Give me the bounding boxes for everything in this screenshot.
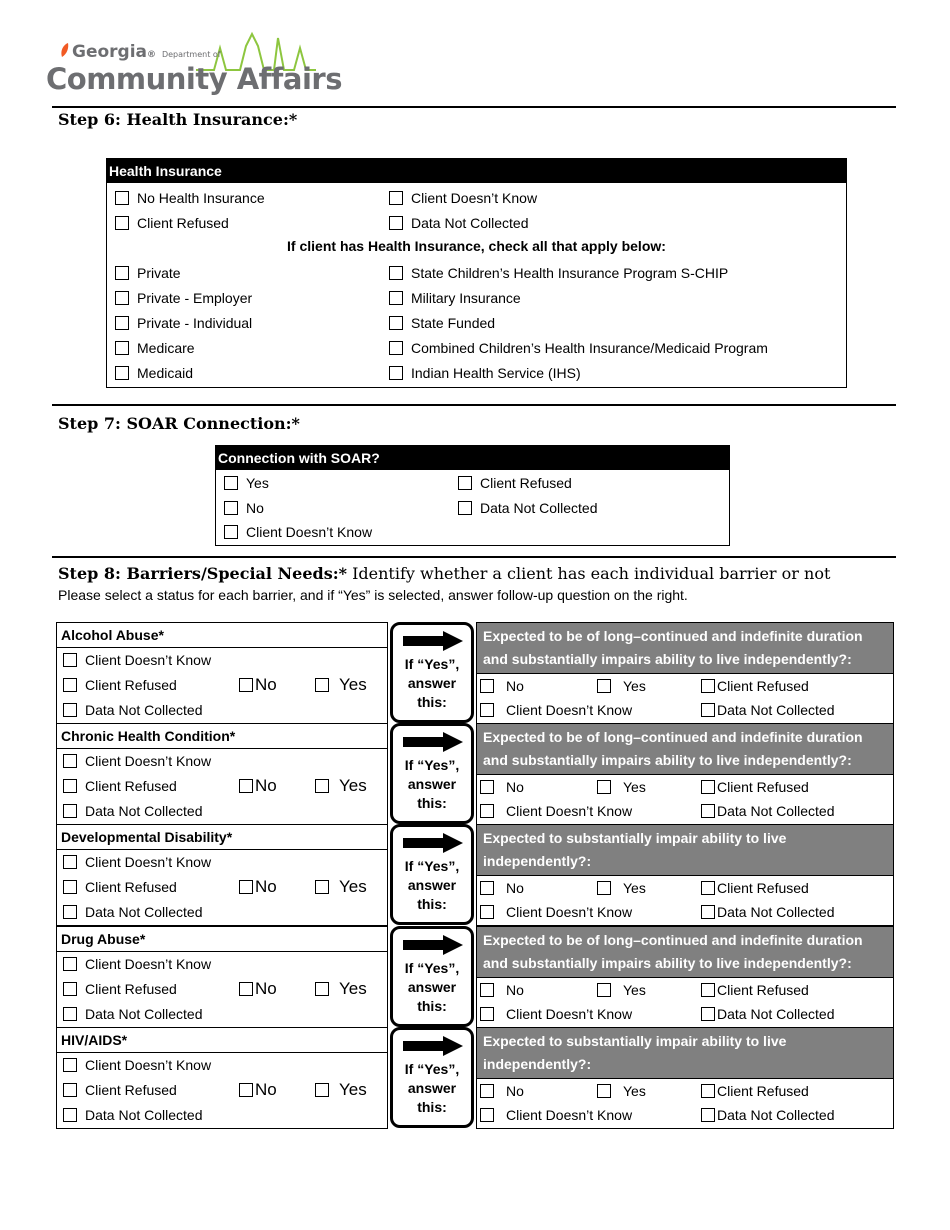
barrier-option[interactable]: Client Doesn’t Know (63, 1054, 211, 1076)
barrier-yes-option[interactable]: Yes (315, 674, 367, 696)
checkbox[interactable] (701, 1108, 715, 1122)
logo-brand: Georgia (72, 42, 148, 62)
follow-up-question-box (476, 723, 894, 825)
barrier-option[interactable]: Client Doesn’t Know (63, 750, 211, 772)
if-yes-callout: If “Yes”, answer this: (390, 926, 474, 1027)
follow-up-question: Expected to be of long–continued and indefinite duration and substantially impairs ability to live independently?: (477, 623, 893, 674)
hi-option[interactable]: Private - Employer (115, 287, 252, 309)
follow-up-question-box (476, 1027, 894, 1129)
barrier-no-option[interactable]: No (239, 978, 277, 1000)
barrier-option[interactable]: Data Not Collected (63, 1003, 203, 1025)
barrier-name: Developmental Disability* (57, 825, 387, 850)
checkbox[interactable] (224, 476, 238, 490)
checkbox[interactable] (315, 1083, 329, 1097)
step8-subnote: Please select a status for each barrier, and if “Yes” is selected, answer follow-up question on the right. (58, 587, 688, 603)
follow-up-option[interactable]: Client Refused (701, 979, 809, 1001)
checkbox[interactable] (63, 703, 77, 717)
hi-option[interactable]: Combined Children’s Health Insurance/Medicaid Program (389, 337, 768, 359)
checkbox[interactable] (63, 804, 77, 818)
follow-up-question: Expected to substantially impair ability to live independently?: (477, 825, 893, 876)
checkbox[interactable] (63, 754, 77, 768)
follow-up-option[interactable]: Client Refused (701, 776, 809, 798)
logo-dept: Department of (161, 50, 221, 59)
if-yes-callout: If “Yes”, answer this: (390, 824, 474, 925)
checkbox[interactable] (63, 1058, 77, 1072)
checkbox[interactable] (115, 316, 129, 330)
checkbox[interactable] (701, 881, 715, 895)
barrier-status-box (56, 824, 388, 926)
follow-up-option[interactable]: Yes (597, 675, 646, 697)
follow-up-option[interactable]: Data Not Collected (701, 901, 835, 923)
hi-option[interactable]: Medicare (115, 337, 195, 359)
hi-option[interactable]: Private - Individual (115, 312, 252, 334)
barrier-status-box (56, 622, 388, 724)
arrow-right-icon (403, 1036, 465, 1056)
checkbox[interactable] (239, 982, 253, 996)
divider (52, 556, 896, 558)
step8-title: Step 8: Barriers/Special Needs:* Identify whether a client has each individual barrier or not (58, 564, 831, 583)
checkbox[interactable] (63, 982, 77, 996)
barrier-no-option[interactable]: No (239, 674, 277, 696)
health-insurance-header: Health Insurance (107, 159, 846, 183)
checkbox[interactable] (315, 880, 329, 894)
hi-option[interactable]: Client Refused (115, 212, 229, 234)
checkbox[interactable] (701, 703, 715, 717)
follow-up-option[interactable]: Client Refused (701, 1080, 809, 1102)
checkbox[interactable] (701, 1007, 715, 1021)
checkbox[interactable] (315, 779, 329, 793)
barrier-option[interactable]: Client Refused (63, 674, 177, 696)
checkbox[interactable] (389, 266, 403, 280)
soar-option[interactable]: Client Refused (458, 472, 572, 494)
checkbox[interactable] (480, 881, 494, 895)
follow-up-option[interactable]: Yes (597, 979, 646, 1001)
hi-note: If client has Health Insurance, check all that apply below: (287, 238, 666, 254)
checkbox[interactable] (701, 780, 715, 794)
checkbox[interactable] (480, 679, 494, 693)
follow-up-question-box (476, 824, 894, 926)
soar-option[interactable]: Yes (224, 472, 269, 494)
arrow-right-icon (403, 732, 465, 752)
checkbox[interactable] (115, 266, 129, 280)
checkbox[interactable] (115, 191, 129, 205)
barrier-option[interactable]: Client Refused (63, 1079, 177, 1101)
checkbox[interactable] (63, 678, 77, 692)
checkbox[interactable] (701, 679, 715, 693)
soar-box (215, 445, 730, 546)
barrier-no-option[interactable]: No (239, 1079, 277, 1101)
follow-up-question-box (476, 622, 894, 724)
follow-up-option[interactable]: Yes (597, 776, 646, 798)
barrier-name: Drug Abuse* (57, 927, 387, 952)
health-insurance-box (106, 158, 847, 388)
barrier-option[interactable]: Client Doesn’t Know (63, 649, 211, 671)
barrier-name: Alcohol Abuse* (57, 623, 387, 648)
checkbox[interactable] (480, 804, 494, 818)
hi-option[interactable]: State Children’s Health Insurance Program S-CHIP (389, 262, 728, 284)
checkbox[interactable] (63, 957, 77, 971)
checkbox[interactable] (63, 905, 77, 919)
step6-title: Step 6: Health Insurance:* (58, 110, 298, 129)
checkbox[interactable] (63, 779, 77, 793)
checkbox[interactable] (458, 476, 472, 490)
barrier-name: Chronic Health Condition* (57, 724, 387, 749)
barrier-name: HIV/AIDS* (57, 1028, 387, 1053)
checkbox[interactable] (239, 1083, 253, 1097)
checkbox[interactable] (239, 779, 253, 793)
checkbox[interactable] (115, 366, 129, 380)
checkbox[interactable] (63, 855, 77, 869)
divider (52, 106, 896, 108)
follow-up-option[interactable]: Yes (597, 1080, 646, 1102)
checkbox[interactable] (315, 982, 329, 996)
checkbox[interactable] (63, 1108, 77, 1122)
checkbox[interactable] (480, 780, 494, 794)
follow-up-option[interactable]: Client Refused (701, 675, 809, 697)
follow-up-option[interactable]: No (480, 776, 524, 798)
follow-up-option[interactable]: Data Not Collected (701, 1003, 835, 1025)
barrier-option[interactable]: Data Not Collected (63, 699, 203, 721)
checkbox[interactable] (480, 983, 494, 997)
barrier-status-box (56, 1027, 388, 1129)
checkbox[interactable] (597, 780, 611, 794)
checkbox[interactable] (115, 216, 129, 230)
if-yes-callout: If “Yes”, answer this: (390, 622, 474, 723)
hi-option[interactable]: Military Insurance (389, 287, 521, 309)
checkbox[interactable] (115, 291, 129, 305)
checkbox[interactable] (480, 905, 494, 919)
follow-up-question: Expected to substantially impair ability to live independently?: (477, 1028, 893, 1079)
checkbox[interactable] (63, 880, 77, 894)
divider (52, 404, 896, 406)
soar-option[interactable]: Data Not Collected (458, 497, 598, 519)
checkbox[interactable] (480, 1108, 494, 1122)
barrier-yes-option[interactable]: Yes (315, 978, 367, 1000)
follow-up-option[interactable]: No (480, 675, 524, 697)
barrier-option[interactable]: Data Not Collected (63, 901, 203, 923)
logo-main: Community Affairs (46, 62, 342, 96)
barrier-no-option[interactable]: No (239, 876, 277, 898)
checkbox[interactable] (389, 341, 403, 355)
follow-up-question-box (476, 926, 894, 1028)
follow-up-option[interactable]: Client Doesn’t Know (480, 1003, 632, 1025)
checkbox[interactable] (63, 653, 77, 667)
follow-up-option[interactable]: Client Doesn’t Know (480, 1104, 632, 1126)
follow-up-option[interactable]: No (480, 979, 524, 1001)
barrier-option[interactable]: Client Refused (63, 978, 177, 1000)
checkbox[interactable] (63, 1083, 77, 1097)
checkbox[interactable] (389, 366, 403, 380)
if-yes-callout: If “Yes”, answer this: (390, 723, 474, 824)
soar-option[interactable]: Client Doesn’t Know (224, 521, 372, 543)
checkbox[interactable] (389, 216, 403, 230)
checkbox[interactable] (701, 1084, 715, 1098)
hi-option[interactable]: State Funded (389, 312, 495, 334)
barrier-option[interactable]: Client Refused (63, 876, 177, 898)
barrier-yes-option[interactable]: Yes (315, 775, 367, 797)
barrier-option[interactable]: Client Doesn’t Know (63, 851, 211, 873)
barrier-option[interactable]: Client Doesn’t Know (63, 953, 211, 975)
hi-option[interactable]: No Health Insurance (115, 187, 265, 209)
arrow-right-icon (403, 631, 465, 651)
follow-up-question: Expected to be of long–continued and indefinite duration and substantially impairs ability to live independently?: (477, 724, 893, 775)
checkbox[interactable] (63, 1007, 77, 1021)
checkbox[interactable] (224, 501, 238, 515)
checkbox[interactable] (389, 191, 403, 205)
hi-option[interactable]: Indian Health Service (IHS) (389, 362, 581, 384)
follow-up-option[interactable]: No (480, 877, 524, 899)
arrow-right-icon (403, 833, 465, 853)
barrier-no-option[interactable]: No (239, 775, 277, 797)
checkbox[interactable] (480, 1007, 494, 1021)
checkbox[interactable] (701, 905, 715, 919)
hi-option[interactable]: Data Not Collected (389, 212, 529, 234)
follow-up-option[interactable]: Data Not Collected (701, 699, 835, 721)
checkbox[interactable] (597, 983, 611, 997)
follow-up-option[interactable]: No (480, 1080, 524, 1102)
follow-up-option[interactable]: Client Refused (701, 877, 809, 899)
checkbox[interactable] (597, 1084, 611, 1098)
follow-up-option[interactable]: Client Doesn’t Know (480, 901, 632, 923)
checkbox[interactable] (597, 679, 611, 693)
soar-header: Connection with SOAR? (216, 446, 729, 470)
checkbox[interactable] (480, 703, 494, 717)
follow-up-option[interactable]: Data Not Collected (701, 800, 835, 822)
barrier-status-box (56, 926, 388, 1028)
checkbox[interactable] (239, 880, 253, 894)
checkbox[interactable] (597, 881, 611, 895)
barrier-yes-option[interactable]: Yes (315, 876, 367, 898)
soar-option[interactable]: No (224, 497, 264, 519)
barrier-option[interactable]: Data Not Collected (63, 800, 203, 822)
checkbox[interactable] (480, 1084, 494, 1098)
hi-option[interactable]: Medicaid (115, 362, 193, 384)
barrier-option[interactable]: Client Refused (63, 775, 177, 797)
dca-logo: Georgia® Department of Community Affairs (46, 28, 316, 102)
follow-up-option[interactable]: Client Doesn’t Know (480, 699, 632, 721)
checkbox[interactable] (115, 341, 129, 355)
barrier-option[interactable]: Data Not Collected (63, 1104, 203, 1126)
barrier-status-box (56, 723, 388, 825)
follow-up-option[interactable]: Data Not Collected (701, 1104, 835, 1126)
follow-up-question: Expected to be of long–continued and indefinite duration and substantially impairs ability to live independently?: (477, 927, 893, 978)
barrier-yes-option[interactable]: Yes (315, 1079, 367, 1101)
follow-up-option[interactable]: Client Doesn’t Know (480, 800, 632, 822)
checkbox[interactable] (315, 678, 329, 692)
checkbox[interactable] (701, 983, 715, 997)
checkbox[interactable] (389, 291, 403, 305)
checkbox[interactable] (239, 678, 253, 692)
step7-title: Step 7: SOAR Connection:* (58, 414, 300, 433)
checkbox[interactable] (224, 525, 238, 539)
follow-up-option[interactable]: Yes (597, 877, 646, 899)
checkbox[interactable] (389, 316, 403, 330)
arrow-right-icon (403, 935, 465, 955)
hi-option[interactable]: Private (115, 262, 181, 284)
hi-option[interactable]: Client Doesn’t Know (389, 187, 537, 209)
checkbox[interactable] (701, 804, 715, 818)
checkbox[interactable] (458, 501, 472, 515)
if-yes-callout: If “Yes”, answer this: (390, 1027, 474, 1128)
